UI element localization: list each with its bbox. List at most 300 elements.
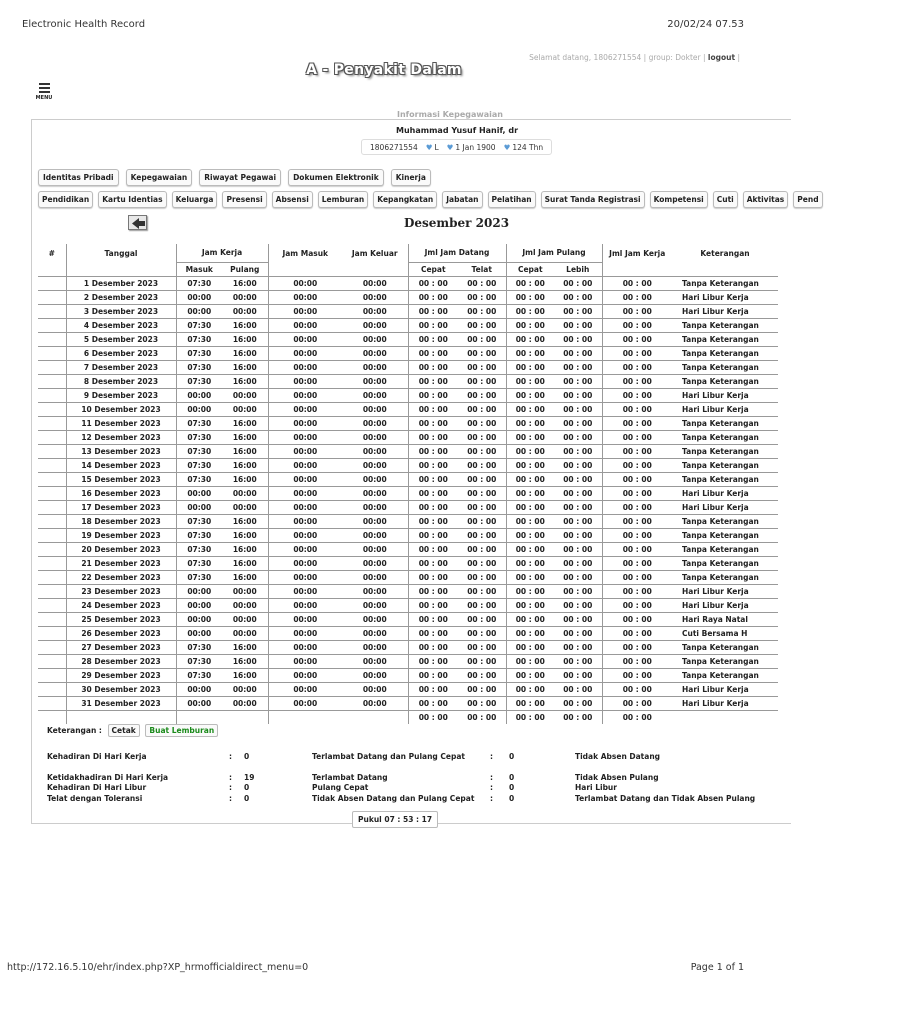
cell-jam-keluar: 00:00 bbox=[342, 542, 408, 556]
print-datetime: 20/02/24 07.53 bbox=[667, 19, 744, 30]
cell-jam-masuk: 00:00 bbox=[268, 668, 342, 682]
cell-jam-keluar: 00:00 bbox=[342, 374, 408, 388]
cell-masuk: 00:00 bbox=[176, 402, 222, 416]
cell-d-telat: 00 : 00 bbox=[458, 612, 506, 626]
cell-pulang: 00:00 bbox=[222, 290, 268, 304]
cell-d-cepat: 00 : 00 bbox=[408, 430, 458, 444]
table-row bbox=[38, 514, 778, 528]
cell-jam-keluar: 00:00 bbox=[342, 304, 408, 318]
cell-d-telat: 00 : 00 bbox=[458, 360, 506, 374]
table-row bbox=[38, 318, 778, 332]
create-overtime-button[interactable]: Buat Lemburan bbox=[145, 724, 218, 737]
cell-d-telat: 00 : 00 bbox=[458, 542, 506, 556]
cell-p-lebih: 00 : 00 bbox=[554, 332, 602, 346]
cell-p-cepat: 00 : 00 bbox=[506, 332, 554, 346]
cell-d-telat: 00 : 00 bbox=[458, 640, 506, 654]
cell-pulang: 16:00 bbox=[222, 668, 268, 682]
tab-primary-0[interactable]: Identitas Pribadi bbox=[38, 169, 119, 186]
tab-secondary-13[interactable]: Pend bbox=[793, 191, 822, 208]
cell-jam-masuk: 00:00 bbox=[268, 528, 342, 542]
cell-d-telat: 00 : 00 bbox=[458, 402, 506, 416]
cell-masuk: 07:30 bbox=[176, 514, 222, 528]
employee-dob: 1 Jan 1900 bbox=[455, 143, 496, 152]
cell-pulang: 16:00 bbox=[222, 570, 268, 584]
cell-p-cepat: 00 : 00 bbox=[506, 570, 554, 584]
cell-masuk: 07:30 bbox=[176, 640, 222, 654]
tab-primary-3[interactable]: Dokumen Elektronik bbox=[288, 169, 384, 186]
cell-d-telat: 00 : 00 bbox=[458, 388, 506, 402]
summary-label: Kehadiran Di Hari Kerja bbox=[47, 752, 147, 761]
cell-tanggal: 12 Desember 2023 bbox=[66, 430, 176, 444]
cell-tanggal: 16 Desember 2023 bbox=[66, 486, 176, 500]
cell-masuk: 07:30 bbox=[176, 276, 222, 290]
cell-tanggal: 17 Desember 2023 bbox=[66, 500, 176, 514]
cell-jml: 00 : 00 bbox=[602, 514, 672, 528]
cell-jam-masuk: 00:00 bbox=[268, 584, 342, 598]
cell-tanggal: 8 Desember 2023 bbox=[66, 374, 176, 388]
cell-pulang: 16:00 bbox=[222, 472, 268, 486]
cell-no bbox=[38, 514, 66, 528]
cell-pulang: 16:00 bbox=[222, 318, 268, 332]
table-row bbox=[38, 654, 778, 668]
cell-masuk: 07:30 bbox=[176, 654, 222, 668]
summary-colon: : bbox=[229, 773, 232, 782]
cell-jam-keluar: 00:00 bbox=[342, 402, 408, 416]
summary-label: Tidak Absen Datang bbox=[575, 752, 661, 761]
cell-ket: Hari Libur Kerja bbox=[672, 598, 778, 612]
cell-no bbox=[38, 598, 66, 612]
cell-no bbox=[38, 696, 66, 710]
cell-jam-masuk: 00:00 bbox=[268, 500, 342, 514]
cell-p-lebih: 00 : 00 bbox=[554, 612, 602, 626]
cell-d-cepat: 00 : 00 bbox=[408, 276, 458, 290]
cell-p-cepat: 00 : 00 bbox=[506, 668, 554, 682]
cell-p-lebih: 00 : 00 bbox=[554, 430, 602, 444]
total-empty bbox=[222, 710, 268, 724]
cell-d-cepat: 00 : 00 bbox=[408, 360, 458, 374]
tab-primary-4[interactable]: Kinerja bbox=[391, 169, 431, 186]
cell-ket: Tanpa Keterangan bbox=[672, 332, 778, 346]
cell-pulang: 16:00 bbox=[222, 654, 268, 668]
summary-value: 0 bbox=[509, 773, 515, 782]
cell-masuk: 00:00 bbox=[176, 388, 222, 402]
cell-d-telat: 00 : 00 bbox=[458, 654, 506, 668]
cell-masuk: 00:00 bbox=[176, 626, 222, 640]
cell-jml: 00 : 00 bbox=[602, 584, 672, 598]
cell-d-cepat: 00 : 00 bbox=[408, 612, 458, 626]
cell-d-telat: 00 : 00 bbox=[458, 318, 506, 332]
cell-d-cepat: 00 : 00 bbox=[408, 388, 458, 402]
cell-pulang: 00:00 bbox=[222, 500, 268, 514]
cell-jam-masuk: 00:00 bbox=[268, 696, 342, 710]
cell-masuk: 07:30 bbox=[176, 346, 222, 360]
cell-d-telat: 00 : 00 bbox=[458, 458, 506, 472]
cell-masuk: 00:00 bbox=[176, 598, 222, 612]
cell-tanggal: 22 Desember 2023 bbox=[66, 570, 176, 584]
cell-d-telat: 00 : 00 bbox=[458, 584, 506, 598]
cell-tanggal: 7 Desember 2023 bbox=[66, 360, 176, 374]
cell-p-lebih: 00 : 00 bbox=[554, 472, 602, 486]
cell-ket: Tanpa Keterangan bbox=[672, 318, 778, 332]
summary-colon: : bbox=[229, 794, 232, 803]
cell-no bbox=[38, 640, 66, 654]
cell-p-cepat: 00 : 00 bbox=[506, 388, 554, 402]
cell-d-telat: 00 : 00 bbox=[458, 696, 506, 710]
cell-p-lebih: 00 : 00 bbox=[554, 696, 602, 710]
cell-p-lebih: 00 : 00 bbox=[554, 388, 602, 402]
hamburger-icon bbox=[39, 83, 50, 93]
cell-jam-masuk: 00:00 bbox=[268, 430, 342, 444]
cell-pulang: 16:00 bbox=[222, 276, 268, 290]
summary-value: 19 bbox=[244, 773, 255, 782]
welcome-bar bbox=[529, 53, 740, 62]
cell-ket: Tanpa Keterangan bbox=[672, 276, 778, 290]
cell-jml: 00 : 00 bbox=[602, 318, 672, 332]
cell-d-telat: 00 : 00 bbox=[458, 486, 506, 500]
logout-link[interactable]: logout bbox=[707, 53, 736, 62]
cell-jam-masuk: 00:00 bbox=[268, 612, 342, 626]
cell-tanggal: 9 Desember 2023 bbox=[66, 388, 176, 402]
summary-value: 0 bbox=[509, 783, 515, 792]
cell-ket: Tanpa Keterangan bbox=[672, 514, 778, 528]
cell-p-lebih: 00 : 00 bbox=[554, 290, 602, 304]
cell-p-lebih: 00 : 00 bbox=[554, 626, 602, 640]
tab-secondary-8[interactable]: Pelatihan bbox=[488, 191, 536, 208]
cell-p-lebih: 00 : 00 bbox=[554, 654, 602, 668]
tab-secondary-6[interactable]: Kepangkatan bbox=[373, 191, 437, 208]
cell-jml: 00 : 00 bbox=[602, 612, 672, 626]
cell-masuk: 00:00 bbox=[176, 500, 222, 514]
tab-primary-1[interactable]: Kepegawaian bbox=[126, 169, 193, 186]
cell-ket: Tanpa Keterangan bbox=[672, 654, 778, 668]
tab-secondary-5[interactable]: Lemburan bbox=[318, 191, 369, 208]
cell-jml: 00 : 00 bbox=[602, 626, 672, 640]
tab-secondary-9[interactable]: Surat Tanda Registrasi bbox=[541, 191, 645, 208]
cell-p-cepat: 00 : 00 bbox=[506, 542, 554, 556]
table-row bbox=[38, 416, 778, 430]
tab-primary-2[interactable]: Riwayat Pegawai bbox=[199, 169, 281, 186]
legend-bar bbox=[47, 724, 218, 737]
cell-pulang: 00:00 bbox=[222, 682, 268, 696]
cell-ket: Tanpa Keterangan bbox=[672, 570, 778, 584]
cell-jam-masuk: 00:00 bbox=[268, 472, 342, 486]
cell-tanggal: 23 Desember 2023 bbox=[66, 584, 176, 598]
cell-no bbox=[38, 360, 66, 374]
col-pulang-lebih: Lebih bbox=[554, 262, 602, 276]
summary-label: Terlambat Datang dan Tidak Absen Pulang bbox=[575, 794, 756, 803]
cell-jam-keluar: 00:00 bbox=[342, 528, 408, 542]
cell-d-telat: 00 : 00 bbox=[458, 444, 506, 458]
cell-p-lebih: 00 : 00 bbox=[554, 528, 602, 542]
print-url: http://172.16.5.10/ehr/index.php?XP_hrmofficialdirect_menu=0 bbox=[7, 962, 309, 973]
table-row bbox=[38, 458, 778, 472]
cell-jam-masuk: 00:00 bbox=[268, 570, 342, 584]
cell-p-cepat: 00 : 00 bbox=[506, 696, 554, 710]
cell-tanggal: 1 Desember 2023 bbox=[66, 276, 176, 290]
cell-masuk: 00:00 bbox=[176, 290, 222, 304]
cell-p-cepat: 00 : 00 bbox=[506, 304, 554, 318]
tab-secondary-10[interactable]: Kompetensi bbox=[650, 191, 708, 208]
cell-pulang: 16:00 bbox=[222, 556, 268, 570]
total-empty bbox=[176, 710, 222, 724]
attendance-table bbox=[38, 244, 778, 724]
cell-no bbox=[38, 290, 66, 304]
cell-jam-keluar: 00:00 bbox=[342, 486, 408, 500]
cell-tanggal: 14 Desember 2023 bbox=[66, 458, 176, 472]
cell-jam-keluar: 00:00 bbox=[342, 668, 408, 682]
cell-no bbox=[38, 444, 66, 458]
cell-d-telat: 00 : 00 bbox=[458, 500, 506, 514]
cell-p-cepat: 00 : 00 bbox=[506, 416, 554, 430]
cell-p-cepat: 00 : 00 bbox=[506, 276, 554, 290]
cell-masuk: 07:30 bbox=[176, 472, 222, 486]
total-jml: 00 : 00 bbox=[602, 710, 672, 724]
cell-p-cepat: 00 : 00 bbox=[506, 528, 554, 542]
col-jam-kerja: Jam Kerja bbox=[176, 244, 268, 262]
cell-no bbox=[38, 332, 66, 346]
cell-p-cepat: 00 : 00 bbox=[506, 444, 554, 458]
cell-jam-keluar: 00:00 bbox=[342, 430, 408, 444]
tab-row-primary bbox=[38, 169, 438, 186]
col-datang-telat: Telat bbox=[458, 262, 506, 276]
cell-jam-keluar: 00:00 bbox=[342, 318, 408, 332]
cell-tanggal: 27 Desember 2023 bbox=[66, 640, 176, 654]
col-datang-cepat: Cepat bbox=[408, 262, 458, 276]
cell-d-cepat: 00 : 00 bbox=[408, 304, 458, 318]
tab-secondary-3[interactable]: Presensi bbox=[222, 191, 266, 208]
cell-ket: Tanpa Keterangan bbox=[672, 360, 778, 374]
print-title: Electronic Health Record bbox=[22, 19, 146, 30]
cell-ket: Tanpa Keterangan bbox=[672, 458, 778, 472]
cell-ket: Hari Libur Kerja bbox=[672, 696, 778, 710]
tab-secondary-1[interactable]: Kartu Identias bbox=[98, 191, 166, 208]
employee-gender: L bbox=[434, 143, 439, 152]
summary-label: Terlambat Datang bbox=[312, 773, 388, 782]
cell-masuk: 07:30 bbox=[176, 570, 222, 584]
cell-tanggal: 29 Desember 2023 bbox=[66, 668, 176, 682]
cell-jml: 00 : 00 bbox=[602, 458, 672, 472]
cell-p-cepat: 00 : 00 bbox=[506, 500, 554, 514]
cell-jml: 00 : 00 bbox=[602, 346, 672, 360]
cell-jml: 00 : 00 bbox=[602, 388, 672, 402]
cell-jam-keluar: 00:00 bbox=[342, 472, 408, 486]
cell-tanggal: 19 Desember 2023 bbox=[66, 528, 176, 542]
table-row bbox=[38, 570, 778, 584]
cell-masuk: 07:30 bbox=[176, 360, 222, 374]
cell-pulang: 16:00 bbox=[222, 416, 268, 430]
cell-tanggal: 20 Desember 2023 bbox=[66, 542, 176, 556]
cell-d-telat: 00 : 00 bbox=[458, 626, 506, 640]
summary-colon: : bbox=[490, 752, 493, 761]
cell-p-lebih: 00 : 00 bbox=[554, 276, 602, 290]
cell-ket: Hari Libur Kerja bbox=[672, 682, 778, 696]
cell-p-lebih: 00 : 00 bbox=[554, 374, 602, 388]
cell-d-cepat: 00 : 00 bbox=[408, 668, 458, 682]
tab-secondary-7[interactable]: Jabatan bbox=[442, 191, 482, 208]
cell-ket: Tanpa Keterangan bbox=[672, 472, 778, 486]
cell-masuk: 07:30 bbox=[176, 332, 222, 346]
total-empty bbox=[38, 710, 66, 724]
cell-d-cepat: 00 : 00 bbox=[408, 682, 458, 696]
cell-p-lebih: 00 : 00 bbox=[554, 304, 602, 318]
cell-d-cepat: 00 : 00 bbox=[408, 486, 458, 500]
cell-jml: 00 : 00 bbox=[602, 472, 672, 486]
table-row bbox=[38, 360, 778, 374]
cell-pulang: 16:00 bbox=[222, 640, 268, 654]
tab-secondary-12[interactable]: Aktivitas bbox=[743, 191, 789, 208]
cell-d-telat: 00 : 00 bbox=[458, 514, 506, 528]
table-row bbox=[38, 290, 778, 304]
table-row bbox=[38, 696, 778, 710]
cell-p-lebih: 00 : 00 bbox=[554, 416, 602, 430]
cell-d-cepat: 00 : 00 bbox=[408, 584, 458, 598]
cell-d-cepat: 00 : 00 bbox=[408, 528, 458, 542]
cell-jam-masuk: 00:00 bbox=[268, 682, 342, 696]
table-row bbox=[38, 598, 778, 612]
cell-ket: Cuti Bersama H bbox=[672, 626, 778, 640]
cell-tanggal: 30 Desember 2023 bbox=[66, 682, 176, 696]
clock-display: Pukul 07 : 53 : 17 bbox=[352, 811, 438, 828]
cell-ket: Hari Libur Kerja bbox=[672, 584, 778, 598]
cell-pulang: 00:00 bbox=[222, 584, 268, 598]
cell-jml: 00 : 00 bbox=[602, 528, 672, 542]
cell-jml: 00 : 00 bbox=[602, 486, 672, 500]
cell-d-cepat: 00 : 00 bbox=[408, 500, 458, 514]
col-masuk: Masuk bbox=[176, 262, 222, 276]
cell-pulang: 00:00 bbox=[222, 304, 268, 318]
cell-no bbox=[38, 374, 66, 388]
cell-tanggal: 25 Desember 2023 bbox=[66, 612, 176, 626]
cell-d-telat: 00 : 00 bbox=[458, 570, 506, 584]
cell-p-cepat: 00 : 00 bbox=[506, 626, 554, 640]
cell-no bbox=[38, 612, 66, 626]
tab-secondary-0[interactable]: Pendidikan bbox=[38, 191, 93, 208]
cell-ket: Tanpa Keterangan bbox=[672, 430, 778, 444]
cell-pulang: 00:00 bbox=[222, 612, 268, 626]
cell-jam-masuk: 00:00 bbox=[268, 486, 342, 500]
app-title: A - Penyakit Dalam bbox=[306, 62, 462, 78]
cell-jam-keluar: 00:00 bbox=[342, 500, 408, 514]
cell-jml: 00 : 00 bbox=[602, 402, 672, 416]
cell-no bbox=[38, 682, 66, 696]
table-row bbox=[38, 640, 778, 654]
tab-secondary-11[interactable]: Cuti bbox=[713, 191, 738, 208]
cell-masuk: 07:30 bbox=[176, 374, 222, 388]
print-header bbox=[22, 19, 744, 33]
table-row bbox=[38, 612, 778, 626]
cell-tanggal: 13 Desember 2023 bbox=[66, 444, 176, 458]
cell-masuk: 00:00 bbox=[176, 584, 222, 598]
cell-jam-keluar: 00:00 bbox=[342, 514, 408, 528]
summary-label: Hari Libur bbox=[575, 783, 617, 792]
cell-p-lebih: 00 : 00 bbox=[554, 640, 602, 654]
cell-d-telat: 00 : 00 bbox=[458, 528, 506, 542]
cell-p-lebih: 00 : 00 bbox=[554, 486, 602, 500]
cell-masuk: 07:30 bbox=[176, 528, 222, 542]
cell-no bbox=[38, 654, 66, 668]
cell-ket: Hari Libur Kerja bbox=[672, 500, 778, 514]
summary-value: 0 bbox=[509, 794, 515, 803]
cell-jam-masuk: 00:00 bbox=[268, 458, 342, 472]
summary-colon: : bbox=[490, 783, 493, 792]
summary-label: Tidak Absen Pulang bbox=[575, 773, 659, 782]
cell-masuk: 00:00 bbox=[176, 696, 222, 710]
cell-p-cepat: 00 : 00 bbox=[506, 682, 554, 696]
cell-pulang: 16:00 bbox=[222, 430, 268, 444]
heart-icon: ♥ bbox=[446, 143, 454, 152]
tab-secondary-4[interactable]: Absensi bbox=[272, 191, 313, 208]
cell-jam-keluar: 00:00 bbox=[342, 360, 408, 374]
cell-jam-masuk: 00:00 bbox=[268, 402, 342, 416]
welcome-text: Selamat datang, 1806271554 | group: Dokter | bbox=[529, 53, 706, 62]
summary-row bbox=[47, 752, 807, 762]
cell-jam-keluar: 00:00 bbox=[342, 584, 408, 598]
cell-pulang: 16:00 bbox=[222, 346, 268, 360]
cell-d-cepat: 00 : 00 bbox=[408, 290, 458, 304]
cell-tanggal: 28 Desember 2023 bbox=[66, 654, 176, 668]
summary-row bbox=[47, 794, 807, 804]
print-button[interactable]: Cetak bbox=[108, 724, 140, 737]
tab-secondary-2[interactable]: Keluarga bbox=[172, 191, 218, 208]
cell-jam-masuk: 00:00 bbox=[268, 598, 342, 612]
table-row bbox=[38, 500, 778, 514]
back-button[interactable] bbox=[128, 215, 147, 230]
menu-button[interactable] bbox=[34, 83, 54, 103]
summary-value: 0 bbox=[244, 752, 250, 761]
cell-d-cepat: 00 : 00 bbox=[408, 696, 458, 710]
table-row bbox=[38, 430, 778, 444]
cell-jam-keluar: 00:00 bbox=[342, 696, 408, 710]
cell-d-cepat: 00 : 00 bbox=[408, 640, 458, 654]
cell-no bbox=[38, 500, 66, 514]
cell-p-lebih: 00 : 00 bbox=[554, 346, 602, 360]
cell-jml: 00 : 00 bbox=[602, 276, 672, 290]
cell-p-lebih: 00 : 00 bbox=[554, 500, 602, 514]
cell-masuk: 07:30 bbox=[176, 556, 222, 570]
cell-pulang: 16:00 bbox=[222, 332, 268, 346]
cell-d-telat: 00 : 00 bbox=[458, 290, 506, 304]
cell-p-cepat: 00 : 00 bbox=[506, 654, 554, 668]
cell-p-lebih: 00 : 00 bbox=[554, 444, 602, 458]
cell-tanggal: 4 Desember 2023 bbox=[66, 318, 176, 332]
cell-jml: 00 : 00 bbox=[602, 304, 672, 318]
cell-p-cepat: 00 : 00 bbox=[506, 514, 554, 528]
cell-ket: Tanpa Keterangan bbox=[672, 668, 778, 682]
cell-tanggal: 26 Desember 2023 bbox=[66, 626, 176, 640]
col-no: # bbox=[48, 248, 55, 258]
cell-d-cepat: 00 : 00 bbox=[408, 332, 458, 346]
cell-p-cepat: 00 : 00 bbox=[506, 430, 554, 444]
cell-jam-masuk: 00:00 bbox=[268, 514, 342, 528]
cell-d-telat: 00 : 00 bbox=[458, 276, 506, 290]
cell-no bbox=[38, 626, 66, 640]
cell-pulang: 00:00 bbox=[222, 486, 268, 500]
cell-masuk: 07:30 bbox=[176, 416, 222, 430]
cell-masuk: 07:30 bbox=[176, 430, 222, 444]
cell-no bbox=[38, 584, 66, 598]
cell-tanggal: 31 Desember 2023 bbox=[66, 696, 176, 710]
menu-label: MENU bbox=[35, 95, 53, 101]
table-row bbox=[38, 374, 778, 388]
cell-no bbox=[38, 542, 66, 556]
cell-masuk: 07:30 bbox=[176, 318, 222, 332]
cell-p-lebih: 00 : 00 bbox=[554, 542, 602, 556]
cell-no bbox=[38, 570, 66, 584]
cell-no bbox=[38, 318, 66, 332]
cell-jam-masuk: 00:00 bbox=[268, 640, 342, 654]
cell-p-lebih: 00 : 00 bbox=[554, 318, 602, 332]
cell-p-cepat: 00 : 00 bbox=[506, 290, 554, 304]
